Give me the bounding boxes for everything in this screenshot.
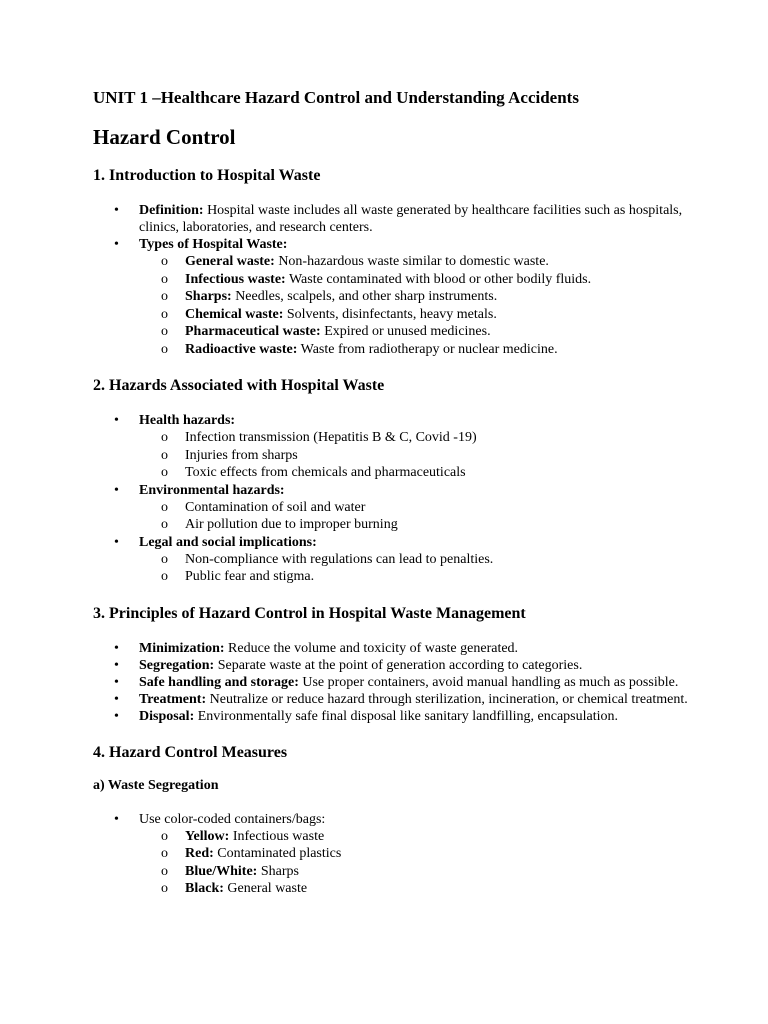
sub-list-item: o Chemical waste: Solvents, disinfectants, heavy metals. (139, 306, 708, 324)
sub-list-item: o General waste: Non-hazardous waste similar to domestic waste. (139, 253, 708, 271)
sub-list-item: o Blue/White: Sharps (139, 863, 708, 881)
sub-list (139, 253, 708, 358)
sub-list-item: o Sharps: Needles, scalpels, and other sharp instruments. (139, 288, 708, 306)
list-item: • Minimization: Reduce the volume and toxicity of waste generated. (93, 640, 708, 657)
sub-list-item: o Red: Contaminated plastics (139, 845, 708, 863)
list-item: • Safe handling and storage: Use proper containers, avoid manual handling as much as possible. (93, 674, 708, 691)
sub-list-item: o Infectious waste: Waste contaminated with blood or other bodily fluids. (139, 271, 708, 289)
unit-title: UNIT 1 –Healthcare Hazard Control and Understanding Accidents (93, 88, 579, 107)
list-item: • Treatment: Neutralize or reduce hazard through sterilization, incineration, or chemical treatment. (93, 691, 708, 708)
sub-list (139, 551, 708, 586)
section-title: 2. Hazards Associated with Hospital Waste (93, 377, 385, 394)
subsection-title: a) Waste Segregation (93, 777, 219, 793)
list-item: • Legal and social implications: o Non-compliance with regulations can lead to penalties. o Public fear and stigma. (93, 534, 708, 586)
section-title: 1. Introduction to Hospital Waste (93, 167, 321, 184)
bullet-list (93, 811, 708, 898)
sub-list-item: o Black: General waste (139, 880, 708, 898)
list-item: • Types of Hospital Waste: o General waste: Non-hazardous waste similar to domestic waste. o Infectious waste: Waste contaminated with blood or other bodily fluids. o Sharps: Needles, scalpels, and other sharp instruments. o Chemical waste: Solvents, disinfectants, heavy metals. o Pharmaceutical waste: Expired or unused medicines. o Radioactive waste: Waste from radiotherapy or nuclear medicine. (93, 236, 708, 358)
sub-list (139, 499, 708, 534)
list-item: • Definition: Hospital waste includes all waste generated by healthcare facilities such as hospitals, clinics, laboratories, and research centers. (93, 202, 708, 236)
list-item: • Environmental hazards: o Contamination of soil and water o Air pollution due to improper burning (93, 482, 708, 534)
list-item: • Health hazards: o Infection transmission (Hepatitis B & C, Covid -19) o Injuries from sharps o Toxic effects from chemicals and pharmaceuticals (93, 412, 708, 482)
sub-list-item: o Injuries from sharps (139, 447, 708, 465)
section-title: 4. Hazard Control Measures (93, 743, 288, 761)
list-item: • Use color-coded containers/bags: o Yellow: Infectious waste o Red: Contaminated plastics o Blue/White: Sharps o Black: General waste (93, 811, 708, 898)
sub-list-item: o Radioactive waste: Waste from radiotherapy or nuclear medicine. (139, 341, 708, 359)
sub-list (139, 429, 708, 482)
sub-list-item: o Contamination of soil and water (139, 499, 708, 517)
sub-list-item: o Toxic effects from chemicals and pharmaceuticals (139, 464, 708, 482)
sub-list-item: o Non-compliance with regulations can lead to penalties. (139, 551, 708, 569)
sub-list-item: o Pharmaceutical waste: Expired or unused medicines. (139, 323, 708, 341)
page-heading: Hazard Control (93, 125, 236, 149)
sub-list-item: o Public fear and stigma. (139, 568, 708, 586)
bullet-list (93, 640, 708, 725)
bullet-list (93, 412, 708, 586)
list-item: • Disposal: Environmentally safe final disposal like sanitary landfilling, encapsulation. (93, 708, 708, 725)
sub-list-item: o Yellow: Infectious waste (139, 828, 708, 846)
list-item: • Segregation: Separate waste at the point of generation according to categories. (93, 657, 708, 674)
sub-list-item: o Infection transmission (Hepatitis B & C, Covid -19) (139, 429, 708, 447)
section-title: 3. Principles of Hazard Control in Hospital Waste Management (93, 604, 526, 622)
sub-list (139, 828, 708, 898)
bullet-list (93, 202, 708, 358)
sub-list-item: o Air pollution due to improper burning (139, 516, 708, 534)
